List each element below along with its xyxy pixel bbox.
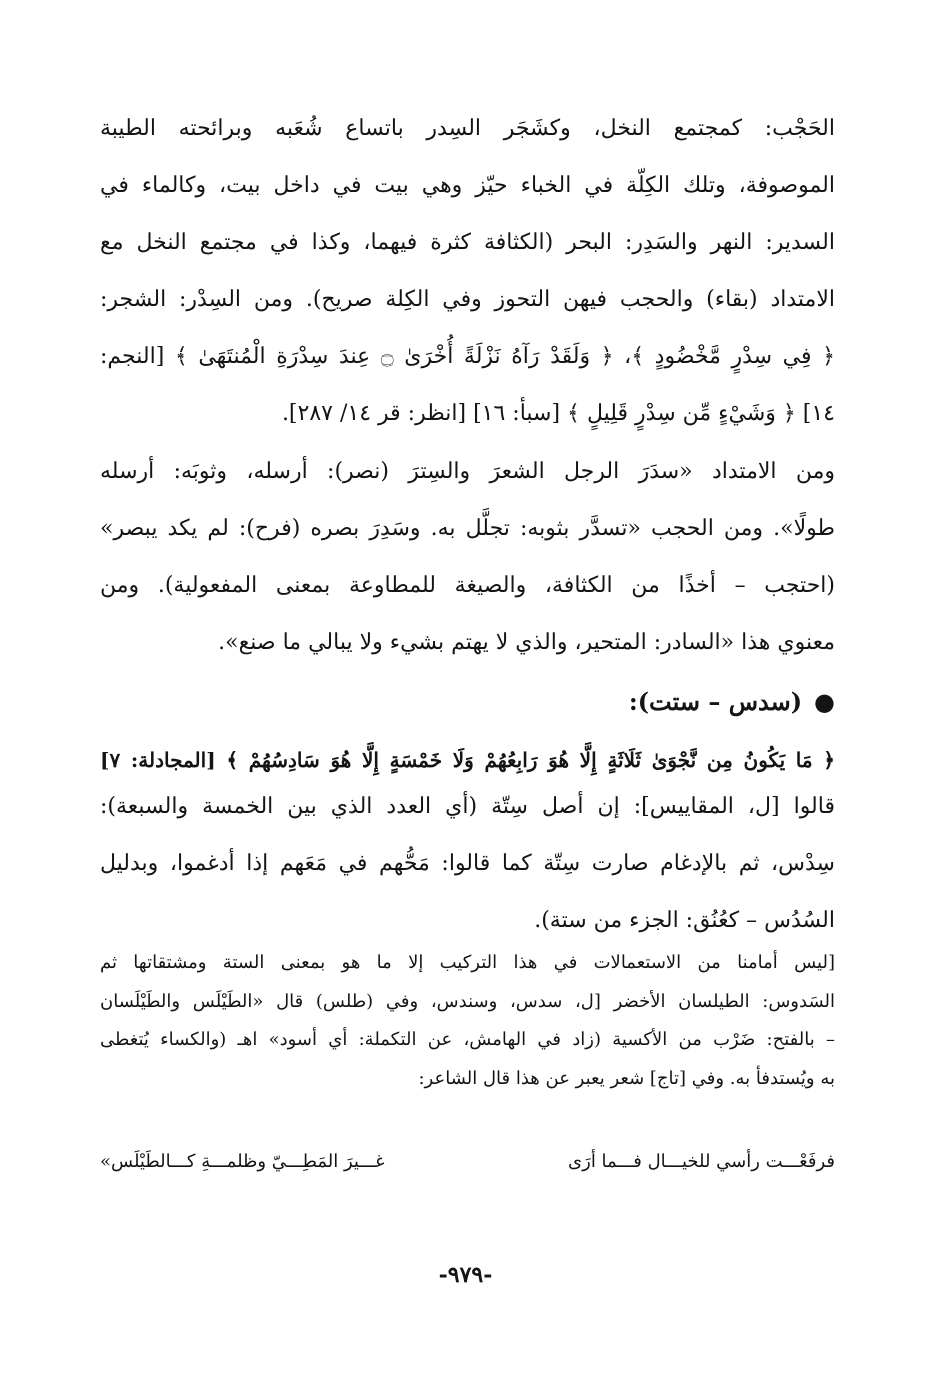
quran-verse: ﴿ مَا يَكُونُ مِن نَّجْوَىٰ ثَلَاثَةٍ إِلَّا هُوَ رَابِعُهُمْ وَلَا خَمْسَةٍ إِلَّا هُوَ سَادِسُهُمْ ﴾ [المجادلة: ٧]	[100, 748, 835, 772]
text-line: الامتداد (بقاء) والحجب فيهن التحوز وفي الكِلة صريح). ومن السِدْر: الشجر:	[100, 287, 835, 312]
text-line: معنوي هذا «السادر: المتحير، والذي لا يهتم بشيء ولا يبالي ما صنع».	[218, 630, 835, 655]
paragraph-3	[100, 778, 835, 949]
note-line: [ليس أمامنا من الاستعمالات في هذا التركيب إلا ما هو بمعنى الستة ومشتقاتها ثم	[100, 952, 835, 973]
poem-first-hemistich: فرفَعْـــت رأسي للخيـــال فـــما أرَى	[568, 1151, 835, 1172]
paragraph-1	[100, 100, 835, 442]
text-line: السدير: النهر والسَدِر: البحر (الكثافة كثرة فيهما، وكذا في مجتمع النخل مع	[100, 230, 835, 255]
text-line: قالوا [ل، المقاييس]: إن أصل سِتّة (أي العدد الذي بين الخمسة والسبعة):	[100, 794, 835, 819]
note-line: به ويُستدفأ به. وفي [تاج] شعر يعبر عن هذا قال الشاعر:	[418, 1067, 835, 1089]
paragraph-2	[100, 443, 835, 671]
bullet-icon: ●	[814, 687, 835, 716]
quran-citation-line: ﴿ فِي سِدْرٍ مَّخْضُودٍ ﴾، ﴿ وَلَقَدْ رَآهُ نَزْلَةً أُخْرَىٰ ۝ عِندَ سِدْرَةِ الْمُنتَهَىٰ ﴾ [النجم:	[100, 344, 835, 369]
text-line: (احتجب – أخذًا من الكثافة، والصيغة للمطاوعة بمعنى المفعولية). ومن	[100, 573, 835, 598]
text-line: سِدْس، ثم بالإدغام صارت سِتّة كما قالوا: مَحُّهم في مَعَهم إذا أدغموا، وبدليل	[100, 851, 835, 876]
text-line: الحَجْب: كمجتمع النخل، وكشَجَر السِدر باتساع شُعَبه وبرائحته الطيبة	[100, 116, 835, 141]
text-line: الموصوفة، وتلك الكِلّة في الخباء حيّز وهي بيت في داخل بيت، وكالماء في	[100, 173, 835, 198]
page-number: -٩٧٩-	[438, 1262, 493, 1288]
note-line: – بالفتح: ضَرْب من الأكسية (زاد في الهامش، عن التكملة: أي أسود» اهـ (والكساء يُتغطى	[100, 1029, 835, 1050]
bracketed-note	[100, 944, 835, 1098]
section-heading	[100, 680, 835, 724]
note-line: السَدوس: الطيلسان الأخضر [ل، سدس، وسندس، وفي (طلس) قال «الطَيْلَس والطَيْلَسان	[100, 990, 835, 1012]
text-line: ومن الامتداد «سدَرَ الرجل الشعرَ والسِترَ (نصر): أرسله، وثوبَه: أرسله	[100, 459, 835, 484]
poem-second-hemistich: غـــيرَ المَطِـــيّ وظلمـــةِ كـــالطَيْلَس»	[100, 1151, 385, 1172]
text-line: طولًا». ومن الحجب «تسدَّر بثوبه: تجلَّل به. وسَدِرَ بصره (فرح): لم يكد يبصر»	[100, 516, 835, 541]
text-line: السُدُس – كعُنُق: الجزء من ستة).	[534, 908, 835, 933]
heading-text: (سدس – ستت):	[628, 687, 803, 716]
quran-citation-line: ١٤] ﴿ وَشَيْءٍ مِّن سِدْرٍ قَلِيلٍ ﴾ [سبأ: ١٦] [انظر: قر ١٤/ ٢٨٧].	[281, 401, 835, 426]
